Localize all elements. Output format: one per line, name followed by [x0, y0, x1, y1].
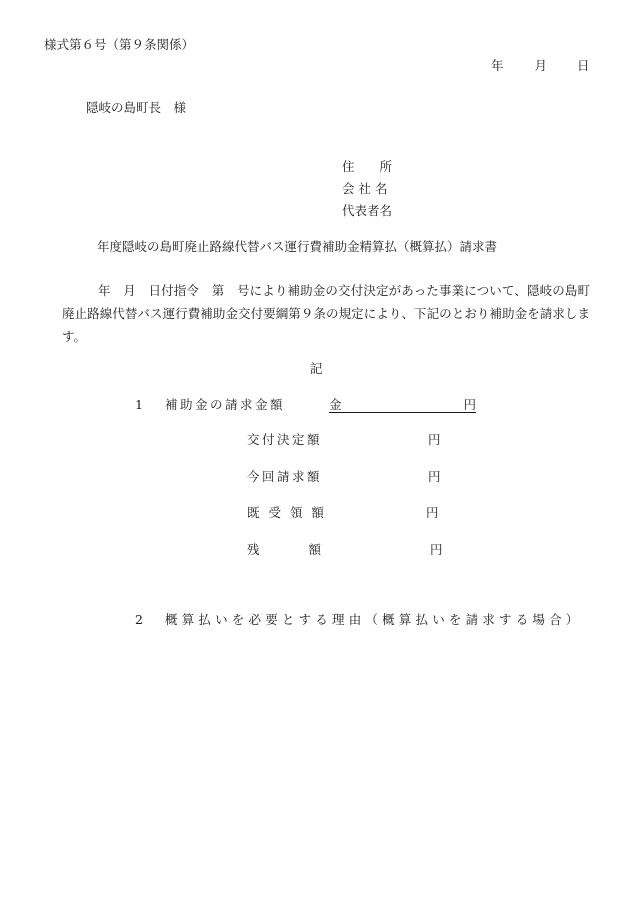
applicant-representative-label: 代表者名 — [342, 203, 393, 218]
sub-row-label: 交付決定額 — [247, 432, 323, 447]
item1-amount-unit: 円 — [463, 397, 476, 412]
sub-row-unit: 円 — [428, 432, 441, 447]
form-number: 様式第６号（第９条関係） — [44, 37, 195, 52]
sub-row-label: 残 額 — [247, 542, 330, 557]
applicant-address-label: 住 所 — [342, 159, 393, 174]
sub-row-label: 今回請求額 — [247, 469, 323, 484]
item1-label: 補助金の請求金額 — [165, 397, 286, 412]
date-line — [491, 58, 590, 74]
item1-number: 1 — [135, 397, 143, 412]
document-title: 年度隠岐の島町廃止路線代替バス運行費補助金精算払（概算払）請求書 — [97, 239, 498, 254]
body-paragraph: 年 月 日付指令 第 号により補助金の交付決定があった事業について、隠岐の島町廃止路線代替バス運行費補助金交付要綱第９条の規定により、下記のとおり補助金を請求します。 — [62, 283, 590, 344]
applicant-company-label: 会 社 名 — [342, 181, 388, 196]
applicant-block — [342, 159, 392, 225]
ki-heading: 記 — [310, 361, 323, 376]
item1-amount-field — [329, 397, 476, 413]
item2-label: 概算払いを必要とする理由（概算払いを請求する場合） — [165, 612, 583, 627]
sub-row-label: 既 受 領 額 — [247, 505, 327, 520]
sub-row-unit: 円 — [430, 542, 443, 557]
sub-row-unit: 円 — [428, 469, 441, 484]
sub-row-unit: 円 — [426, 505, 439, 520]
date-year: 年 — [491, 58, 504, 73]
date-month: 月 — [534, 58, 548, 73]
addressee: 隠岐の島町長 様 — [86, 100, 187, 115]
date-day: 日 — [577, 58, 590, 73]
item1-amount-prefix: 金 — [329, 397, 342, 412]
item2-number: 2 — [135, 612, 143, 627]
